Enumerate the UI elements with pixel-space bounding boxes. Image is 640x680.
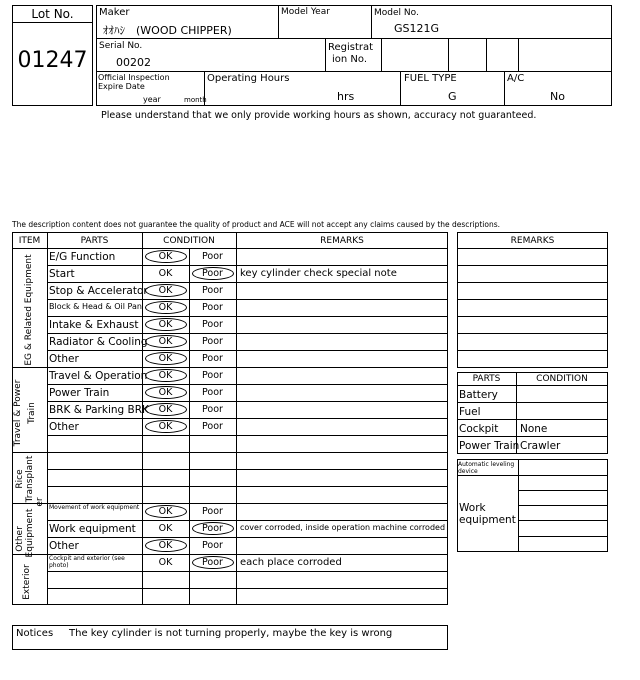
inspection-label-2: Expire Date <box>98 82 145 91</box>
condition-ok[interactable]: OK <box>158 353 173 364</box>
ac-label: A/C <box>507 73 525 84</box>
model-year-label: Model Year <box>281 7 330 17</box>
selected-condition-circle <box>192 267 234 280</box>
condition-poor[interactable]: Poor <box>202 387 223 398</box>
group-other-2: Equipment <box>25 508 35 558</box>
part-label: Other <box>49 540 79 552</box>
condition-poor[interactable]: Poor <box>202 336 223 347</box>
condition-ok[interactable]: OK <box>158 336 173 347</box>
condition-ok[interactable]: OK <box>158 506 173 517</box>
selected-condition-circle <box>145 284 187 297</box>
part-label: Movement of work equipment <box>49 504 140 511</box>
selected-condition-circle <box>192 556 234 569</box>
lot-number: 01247 <box>17 48 88 73</box>
condition-poor[interactable]: Poor <box>202 523 223 534</box>
part-label: Work equipment <box>49 523 136 535</box>
selected-condition-circle <box>145 386 187 399</box>
condition-ok[interactable]: OK <box>158 523 173 534</box>
selected-condition-circle <box>145 403 187 416</box>
group-exterior: Exterior <box>22 564 32 600</box>
part-label: Other <box>49 421 79 433</box>
part-label: BRK & Parking BRK <box>49 404 149 416</box>
selected-condition-circle <box>145 539 187 552</box>
remark-text: key cylinder check special note <box>240 268 397 279</box>
group-travel-1: Travel & Power <box>13 379 23 447</box>
hours-unit: hrs <box>337 90 355 103</box>
part-label: Power Train <box>49 387 110 399</box>
power-train-label: Power Train <box>459 440 520 452</box>
condition-poor[interactable]: Poor <box>202 506 223 517</box>
model-no-label: Model No. <box>374 8 419 18</box>
selected-condition-circle <box>192 522 234 535</box>
description-disclaimer: The description content does not guarantee the quality of product and ACE will not accept any claims caused by the descriptions. <box>12 220 501 229</box>
remark-text: each place corroded <box>240 557 342 568</box>
part-label: Stop & Accelerator <box>49 285 148 297</box>
fuel-value: G <box>448 90 457 103</box>
condition-poor[interactable]: Poor <box>202 421 223 432</box>
registration-label-2: ion No. <box>332 54 368 65</box>
condition-poor[interactable]: Poor <box>202 404 223 415</box>
condition-poor[interactable]: Poor <box>202 302 223 313</box>
hours-label: Operating Hours <box>207 73 290 84</box>
maker-label: Maker <box>99 7 130 18</box>
part-label: Radiator & Cooling <box>49 336 148 348</box>
condition-ok[interactable]: OK <box>158 387 173 398</box>
selected-condition-circle <box>145 369 187 382</box>
notices-label: Notices <box>16 628 54 639</box>
ac-value: No <box>550 90 565 103</box>
remarks-header: REMARKS <box>320 236 364 246</box>
maker-value: ｵｵﾊｼ (WOOD CHIPPER) <box>103 24 232 37</box>
part-label: E/G Function <box>49 251 116 263</box>
part-label: Block & Head & Oil Pan <box>49 302 142 311</box>
selected-condition-circle <box>145 352 187 365</box>
model-no-value: GS121G <box>394 22 440 35</box>
condition-ok[interactable]: OK <box>158 370 173 381</box>
condition-ok[interactable]: OK <box>158 404 173 415</box>
serial-value: 00202 <box>116 56 151 69</box>
part-label: Start <box>49 268 75 280</box>
month-label: month <box>184 96 207 104</box>
selected-condition-circle <box>145 335 187 348</box>
battery-label: Battery <box>459 389 498 401</box>
condition-ok[interactable]: OK <box>158 268 173 279</box>
cockpit-label: Cockpit <box>459 423 499 435</box>
fuel-label: FUEL TYPE <box>404 73 457 84</box>
selected-condition-circle <box>145 318 187 331</box>
part-label: Travel & Operation <box>49 370 148 382</box>
condition-poor[interactable]: Poor <box>202 285 223 296</box>
condition-poor[interactable]: Poor <box>202 540 223 551</box>
year-label: year <box>143 95 161 104</box>
registration-label-1: Registrat <box>328 42 374 53</box>
serial-label: Serial No. <box>99 41 143 51</box>
group-other-1: Other <box>15 526 25 552</box>
condition-ok[interactable]: OK <box>158 557 173 568</box>
right-parts-header: PARTS <box>472 374 501 384</box>
condition-poor[interactable]: Poor <box>202 319 223 330</box>
part-label: Other <box>49 353 79 365</box>
selected-condition-circle <box>145 250 187 263</box>
selected-condition-circle <box>145 505 187 518</box>
cockpit-value: None <box>520 423 548 435</box>
condition-poor[interactable]: Poor <box>202 268 223 279</box>
group-rice-2: Transplant <box>25 455 35 503</box>
part-label: Intake & Exhaust <box>49 319 139 331</box>
auto-leveling-label: Automatic leveling device <box>458 461 515 475</box>
condition-poor[interactable]: Poor <box>202 370 223 381</box>
group-travel-2: Train <box>27 402 37 424</box>
condition-header: CONDITION <box>163 236 215 246</box>
remark-text: cover corroded, inside operation machine corroded <box>240 523 446 532</box>
group-eg: EG & Related Equipment <box>24 254 34 366</box>
parts-header: PARTS <box>80 236 109 246</box>
selected-condition-circle <box>145 420 187 433</box>
right-remarks-header: REMARKS <box>510 236 555 246</box>
item-header: ITEM <box>18 236 41 246</box>
condition-poor[interactable]: Poor <box>202 251 223 262</box>
fuel-part-label: Fuel <box>459 406 481 418</box>
condition-ok[interactable]: OK <box>158 319 173 330</box>
condition-poor[interactable]: Poor <box>202 557 223 568</box>
selected-condition-circle <box>145 301 187 314</box>
notices-value: The key cylinder is not turning properly, maybe the key is wrong <box>69 628 393 639</box>
group-rice-3: er <box>35 497 45 507</box>
part-label: Cockpit and exterior (see photo) <box>49 555 125 569</box>
condition-ok[interactable]: OK <box>158 251 173 262</box>
power-train-value: Crawler <box>520 440 561 452</box>
condition-ok[interactable]: OK <box>158 302 173 313</box>
condition-ok[interactable]: OK <box>158 540 173 551</box>
hours-disclaimer: Please understand that we only provide working hours as shown, accuracy not guaranteed. <box>101 110 537 121</box>
group-rice-1: Rice <box>15 469 25 489</box>
inspection-label-1: Official Inspection <box>98 73 170 82</box>
right-condition-header: CONDITION <box>536 374 588 384</box>
lot-label: Lot No. <box>31 7 74 21</box>
condition-poor[interactable]: Poor <box>202 353 223 364</box>
work-equipment-label: Work equipment <box>459 502 516 526</box>
condition-ok[interactable]: OK <box>158 421 173 432</box>
condition-ok[interactable]: OK <box>158 285 173 296</box>
